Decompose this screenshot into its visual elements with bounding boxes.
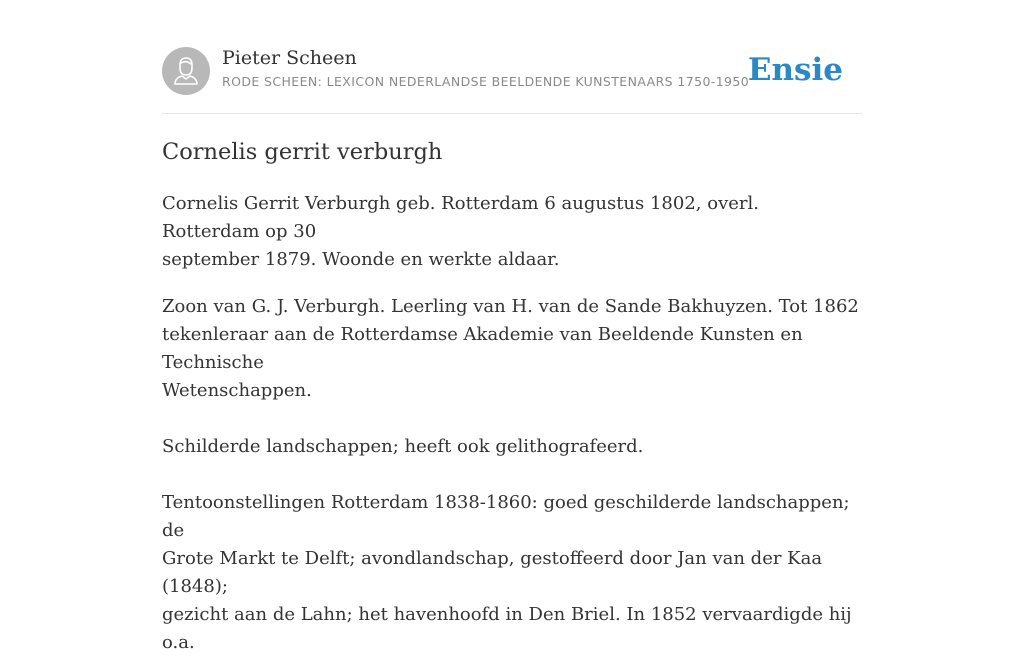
paragraph-work: Schilderde landschappen; heeft ook gelithografeerd.: [162, 436, 644, 457]
user-avatar-icon[interactable]: [162, 47, 210, 95]
article-header: [162, 46, 862, 96]
header-divider: [162, 113, 862, 114]
ensie-logo[interactable]: Ensie: [747, 52, 843, 88]
article-body: [162, 190, 862, 657]
paragraph-gap: [162, 274, 862, 293]
paragraph-biography: Cornelis Gerrit Verburgh geb. Rotterdam 6 augustus 1802, overl. Rotterdam op 30 september 1879. Woonde en werkte aldaar.: [162, 193, 759, 270]
paragraph-gap: [162, 461, 862, 489]
paragraph-exhibitions: Tentoonstellingen Rotterdam 1838-1860: goed geschilderde landschappen; de Grote Markt te Delft; avondlandschap, gestoffeerd door Jan van der Kaa (1848); gezicht aan de Lahn; het havenhoofd in Den Briel. In 1852 vervaardigde hij o.a.: [162, 492, 852, 653]
article-title: Cornelis gerrit verburgh: [162, 139, 443, 165]
article-page: [162, 0, 862, 653]
source-lexicon[interactable]: RODE SCHEEN: LEXICON NEDERLANDSE BEELDENDE KUNSTENAARS 1750-1950: [222, 74, 750, 89]
author-name[interactable]: Pieter Scheen: [222, 47, 357, 69]
paragraph-gap: [162, 405, 862, 433]
paragraph-education: Zoon van G. J. Verburgh. Leerling van H. van de Sande Bakhuyzen. Tot 1862 tekenleraar aan de Rotterdamse Akademie van Beeldende Kunsten en Technische Wetenschappen.: [162, 296, 859, 401]
